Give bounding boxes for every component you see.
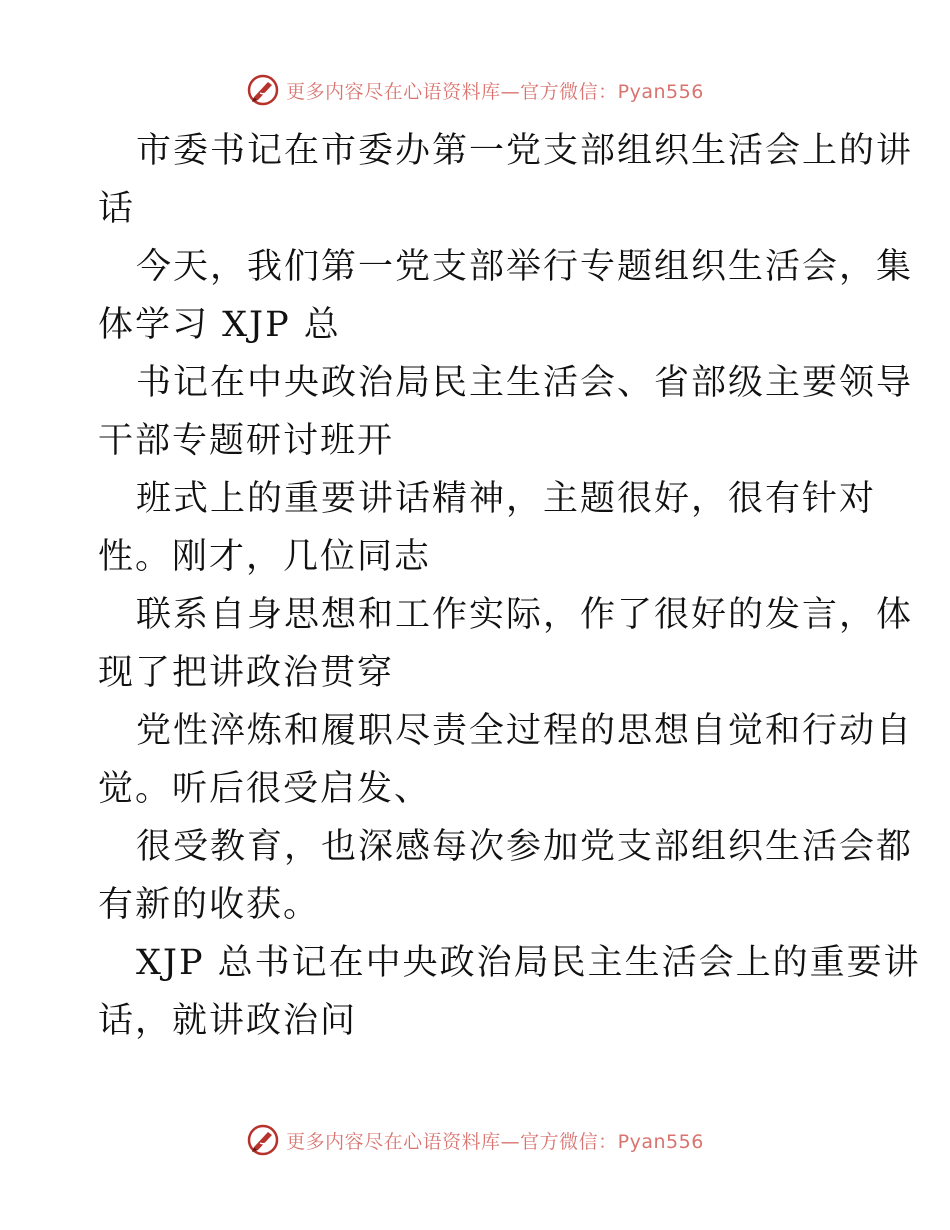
doc-line: 联系自身思想和工作实际，作了很好的发言，体 [136,595,914,635]
doc-line: 现了把讲政治贯穿 [98,653,395,693]
doc-line: XJP 总书记在中央政治局民主生活会上的重要讲 [136,943,921,983]
pen-logo-icon [246,73,280,107]
doc-line: 今天，我们第一党支部举行专题组织生活会，集 [136,247,914,287]
footer-banner-text: 更多内容尽在心语资料库—官方微信：Pyan556 [286,1130,704,1153]
doc-line: 很受教育，也深感每次参加党支部组织生活会都 [136,827,914,867]
pen-logo-icon [246,1123,280,1157]
doc-line: 党性淬炼和履职尽责全过程的思想自觉和行动自 [136,711,914,751]
doc-line: 话，就讲政治问 [98,1001,358,1041]
doc-line: 有新的收获。 [98,885,321,925]
doc-line: 觉。听后很受启发、 [98,769,432,809]
footer-banner [0,1120,950,1160]
doc-line: 话 [98,189,136,229]
doc-line: 干部专题研讨班开 [98,421,395,461]
doc-line: 班式上的重要讲话精神，主题很好，很有针对 [136,479,877,519]
doc-line: 书记在中央政治局民主生活会、省部级主要领导 [136,363,914,403]
header-banner [0,70,950,110]
doc-line: 市委书记在市委办第一党支部组织生活会上的讲 [136,131,914,171]
header-banner-text: 更多内容尽在心语资料库—官方微信：Pyan556 [286,80,704,103]
document-body [98,122,921,1050]
doc-line: 体学习 XJP 总 [98,305,341,345]
doc-line: 性。刚才，几位同志 [98,537,432,577]
